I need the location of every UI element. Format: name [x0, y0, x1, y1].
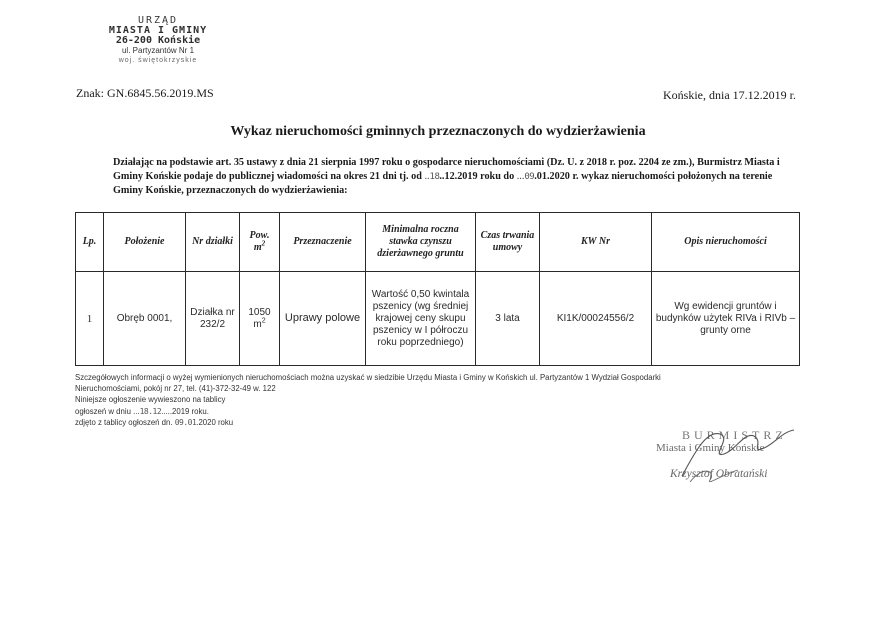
cell-stawka: Wartość 0,50 kwintala pszenicy (wg średniej krajowej ceny skupu pszenicy w I półroczu roku poprzedniego) — [366, 272, 476, 366]
cell-lp: 1 — [76, 272, 104, 366]
property-table — [75, 212, 800, 366]
table-row — [76, 272, 800, 366]
cell-kw: KI1K/00024556/2 — [540, 272, 652, 366]
footer-notes — [75, 372, 775, 428]
header-przeznaczenie: Przeznaczenie — [280, 213, 366, 272]
header-polozenie: Położenie — [104, 213, 186, 272]
cell-czas: 3 lata — [476, 272, 540, 366]
intro-dots-2: ... — [516, 170, 525, 182]
footer-line-3: Niniejsze ogłoszenie wywieszono na tablicy — [75, 395, 226, 405]
handwritten-removed-date: 09.01 — [174, 417, 197, 427]
header-czas: Czas trwania umowy — [476, 213, 540, 272]
intro-text-1: Działając na podstawie art. 35 ustawy z dnia 21 sierpnia 1997 roku o gospodarce nieruchomościami (Dz. U. z 2018 r. poz. 2204 ze zm.), Burmistrz Miasta i Gminy Końskie podaje do publicznej wiadomości na okres 21 dni tj. od — [113, 157, 780, 182]
stamp-line-2: MIASTA I GMINY — [108, 25, 208, 36]
header-opis: Opis nieruchomości — [652, 213, 800, 272]
header-pow-label: Pow. — [249, 230, 270, 241]
header-pow-exponent: 2 — [261, 239, 266, 248]
header-nr-dzialki: Nr działki — [186, 213, 240, 272]
stamp-line-5: woj. świętokrzyskie — [118, 57, 198, 64]
footer-removed-year: .2020 roku — [196, 417, 234, 427]
signature-block — [624, 424, 814, 494]
footer-posted-year: .....2019 roku. — [161, 406, 209, 416]
handwritten-posted-date: 18.12 — [139, 406, 162, 416]
handwritten-start-day: 18 — [429, 171, 440, 182]
header-kw: KW Nr — [540, 213, 652, 272]
intro-paragraph — [113, 156, 793, 198]
stamp-line-1: URZĄD — [137, 15, 179, 26]
intro-text-2: ..12.2019 roku do — [439, 170, 517, 182]
cell-pow-exponent: 2 — [261, 317, 266, 325]
signature-name: Krzysztof Obratański — [670, 468, 768, 480]
handwritten-end-day: 09 — [524, 171, 535, 182]
stamp-line-3: 26-200 Końskie — [115, 35, 201, 46]
place-date: Końskie, dnia 17.12.2019 r. — [663, 88, 796, 102]
cell-przeznaczenie: Uprawy polowe — [280, 272, 366, 366]
document-title: Wykaz nieruchomości gminnych przeznaczonych do wydzierżawienia — [230, 124, 646, 139]
signature-title: BURMISTRZ — [682, 428, 787, 442]
intro-text-3: .01.2020 r. wykaz nieruchomości położonych na terenie Gminy Końskie, przeznaczonych do wydzierżawienia: — [113, 170, 773, 196]
footer-posted-label: ogłoszeń w dniu ... — [75, 406, 140, 416]
cell-polozenie: Obręb 0001, — [104, 272, 186, 366]
intro-dots-1: .. — [424, 170, 430, 182]
header-stawka: Minimalna roczna stawka czynszu dzierżawnego gruntu — [366, 213, 476, 272]
footer-line-4 — [75, 406, 775, 417]
table-header-row — [76, 213, 800, 272]
header-lp: Lp. — [76, 213, 104, 272]
cell-nr-dzialki: Działka nr 232/2 — [186, 272, 240, 366]
header-pow-unit: m — [253, 242, 262, 253]
footer-line-2: Nieruchomościami, pokój nr 27, tel. (41)-372-32-49 w. 122 — [75, 384, 276, 394]
cell-pow-value: 1050 — [248, 306, 271, 318]
office-stamp — [100, 16, 216, 66]
header-pow — [240, 213, 280, 272]
cell-pow-unit: m — [253, 318, 262, 330]
reference-number: Znak: GN.6845.56.2019.MS — [76, 86, 214, 100]
cell-pow — [240, 272, 280, 366]
signature-office: Miasta i Gminy Końskie — [656, 442, 765, 454]
footer-line-1: Szczegółowych informacji o wyżej wymienionych nieruchomościach można uzyskać w siedzibie Urzędu Miasta i Gminy w Końskich ul. Partyzantów 1 Wydział Gospodarki — [75, 373, 661, 382]
footer-removed-label: zdjęto z tablicy ogłoszeń dn. — [75, 417, 175, 427]
cell-opis: Wg ewidencji gruntów i budynków użytek RIVa i RIVb – grunty orne — [652, 272, 800, 366]
handwritten-signature-icon — [624, 424, 814, 494]
stamp-line-4: ul. Partyzantów Nr 1 — [121, 46, 195, 55]
